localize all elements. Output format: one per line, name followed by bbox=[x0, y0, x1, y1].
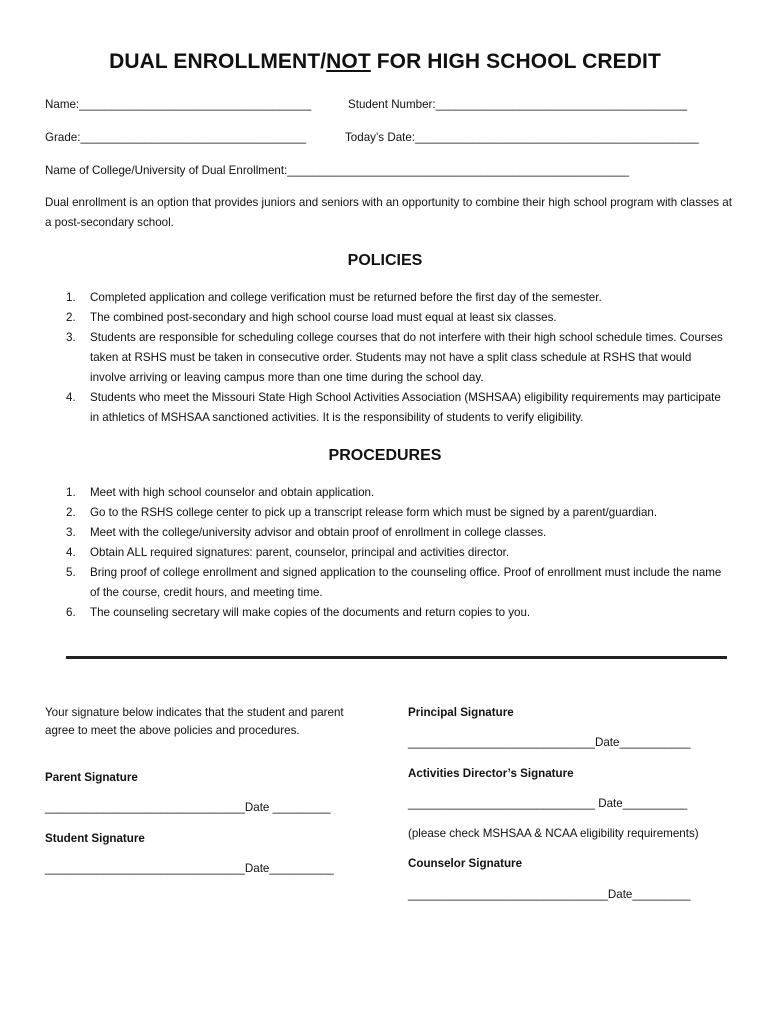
principal-signature-label: Principal Signature bbox=[408, 706, 514, 719]
list-item bbox=[66, 503, 730, 523]
list-number: 1. bbox=[66, 486, 76, 499]
student-signature-line[interactable]: _______________________________Date__________ bbox=[45, 862, 334, 875]
student-number-row bbox=[348, 98, 687, 111]
list-text: Completed application and college verification must be returned before the first day of the semester. bbox=[90, 291, 602, 304]
list-text: Meet with the college/university advisor and obtain proof of enrollment in college classes. bbox=[90, 526, 547, 539]
college-field-row bbox=[45, 164, 629, 177]
eligibility-note: (please check MSHSAA & NCAA eligibility requirements) bbox=[408, 827, 699, 840]
list-text: The combined post-secondary and high school course load must equal at least six classes. bbox=[90, 311, 557, 324]
title-part-2: FOR HIGH SCHOOL CREDIT bbox=[370, 50, 661, 73]
college-label: Name of College/University of Dual Enrollment: bbox=[45, 164, 288, 177]
grade-field-row bbox=[45, 131, 306, 144]
page-title bbox=[0, 50, 770, 74]
list-item bbox=[66, 308, 730, 328]
list-number: 4. bbox=[66, 546, 76, 559]
title-part-1: DUAL ENROLLMENT/ bbox=[109, 50, 327, 73]
parent-signature-label: Parent Signature bbox=[45, 771, 138, 784]
list-number: 3. bbox=[66, 331, 76, 344]
todays-date-label: Today’s Date: bbox=[345, 131, 416, 144]
procedures-list bbox=[66, 483, 730, 623]
todays-date-field[interactable]: ____________________________________________ bbox=[415, 131, 699, 144]
list-number: 5. bbox=[66, 566, 76, 579]
list-text: Go to the RSHS college center to pick up a transcript release form which must be signed by a parent/guardian. bbox=[90, 506, 658, 519]
list-text: Obtain ALL required signatures: parent, counselor, principal and activities director. bbox=[90, 546, 510, 559]
name-field[interactable]: ____________________________________ bbox=[79, 98, 312, 111]
list-text: Students are responsible for scheduling college courses that do not interfere with their high school schedule times. Courses taken at RSHS must be taken in consecutive order. Students may not have a split class schedule at RSHS that would involve arriving or leaving campus more than one time during the school day. bbox=[90, 331, 723, 384]
name-label: Name: bbox=[45, 98, 80, 111]
student-signature-label: Student Signature bbox=[45, 832, 145, 845]
list-text: Meet with high school counselor and obtain application. bbox=[90, 486, 375, 499]
list-number: 1. bbox=[66, 291, 76, 304]
list-text: Students who meet the Missouri State High School Activities Association (MSHSAA) eligibility requirements may participate in athletics of MSHSAA sanctioned activities. It is the responsibility of students to verify eligibility. bbox=[90, 391, 721, 424]
list-item bbox=[66, 603, 730, 623]
section-divider bbox=[66, 656, 727, 659]
list-item bbox=[66, 388, 730, 428]
principal-signature-line[interactable]: _____________________________Date___________ bbox=[408, 736, 691, 749]
list-text: The counseling secretary will make copies of the documents and return copies to you. bbox=[90, 606, 531, 619]
todays-date-row bbox=[345, 131, 699, 144]
policies-list bbox=[66, 288, 730, 428]
list-number: 2. bbox=[66, 311, 76, 324]
student-number-label: Student Number: bbox=[348, 98, 436, 111]
college-field[interactable]: _____________________________________________________ bbox=[287, 164, 630, 177]
list-item bbox=[66, 328, 730, 388]
list-number: 2. bbox=[66, 506, 76, 519]
agreement-text: Your signature below indicates that the student and parent agree to meet the above policies and procedures. bbox=[45, 706, 344, 737]
list-number: 3. bbox=[66, 526, 76, 539]
list-item bbox=[66, 563, 730, 603]
list-item bbox=[66, 483, 730, 503]
procedures-heading: PROCEDURES bbox=[328, 447, 442, 464]
parent-signature-line[interactable]: _______________________________Date _________ bbox=[45, 801, 331, 814]
list-item bbox=[66, 288, 730, 308]
policies-heading: POLICIES bbox=[347, 252, 423, 269]
list-item bbox=[66, 523, 730, 543]
grade-field[interactable]: ___________________________________ bbox=[80, 131, 307, 144]
list-item bbox=[66, 543, 730, 563]
list-text: Bring proof of college enrollment and signed application to the counseling office. Proof of enrollment must include the name of the course, credit hours, and meeting time. bbox=[90, 566, 722, 599]
intro-paragraph: Dual enrollment is an option that provides juniors and seniors with an opportunity to combine their high school program with classes at a post-secondary school. bbox=[45, 196, 732, 229]
counselor-signature-label: Counselor Signature bbox=[408, 857, 523, 870]
activities-director-signature-line[interactable]: _____________________________ Date__________ bbox=[408, 797, 688, 810]
title-not-underlined: NOT bbox=[326, 50, 371, 73]
name-field-row bbox=[45, 98, 311, 111]
list-number: 4. bbox=[66, 391, 76, 404]
counselor-signature-line[interactable]: _______________________________Date_________ bbox=[408, 888, 691, 901]
list-number: 6. bbox=[66, 606, 76, 619]
student-number-field[interactable]: _______________________________________ bbox=[435, 98, 688, 111]
grade-label: Grade: bbox=[45, 131, 81, 144]
activities-director-signature-label: Activities Director’s Signature bbox=[408, 767, 574, 780]
